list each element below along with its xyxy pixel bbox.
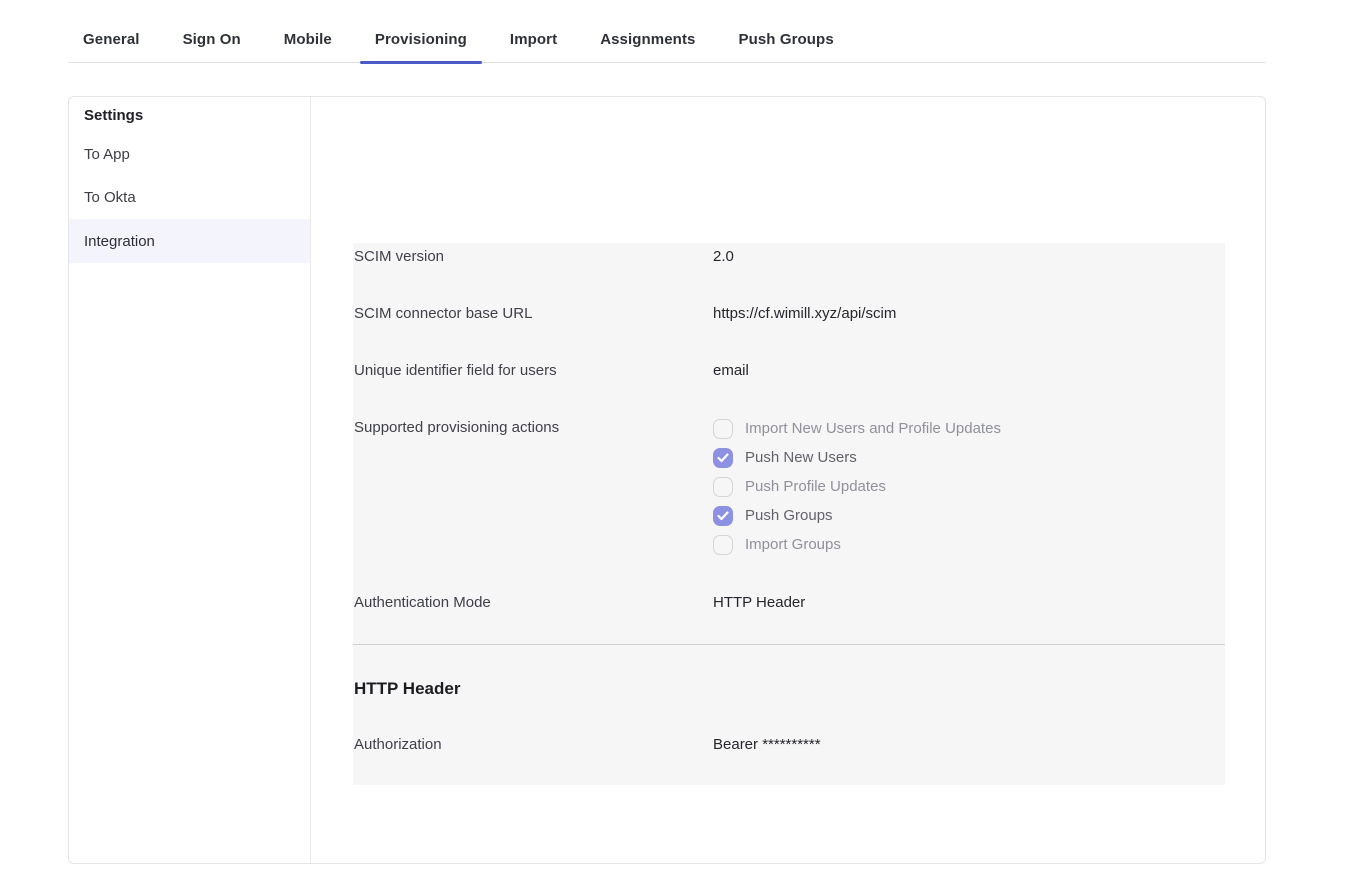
field-value: Bearer **********: [713, 736, 821, 753]
checkbox-push-profile-updates[interactable]: [713, 477, 733, 497]
field-label: Authentication Mode: [354, 594, 491, 611]
tab-push-groups[interactable]: Push Groups: [738, 31, 834, 48]
sidebar-item-to-okta[interactable]: To Okta: [84, 189, 136, 206]
provisioning-settings-card: [68, 96, 1266, 864]
field-label: Authorization: [354, 736, 442, 753]
checkbox-import-groups[interactable]: [713, 535, 733, 555]
tab-import[interactable]: Import: [509, 31, 558, 48]
tab-sign-on[interactable]: Sign On: [182, 31, 241, 48]
option-label: Push Groups: [745, 507, 833, 524]
field-label: SCIM connector base URL: [354, 305, 533, 322]
section-divider: [353, 644, 1225, 645]
option-label: Push Profile Updates: [745, 478, 886, 495]
settings-sidebar: [69, 97, 311, 863]
scim-connection-details: [353, 243, 1225, 785]
field-scim-base-url: [353, 305, 1225, 323]
field-label: Supported provisioning actions: [354, 419, 560, 436]
checkbox-import-new-users[interactable]: [713, 419, 733, 439]
field-unique-identifier: [353, 362, 1225, 380]
field-label: Unique identifier field for users: [354, 362, 557, 379]
checkmark-icon: [717, 453, 729, 463]
checkbox-push-new-users[interactable]: [713, 448, 733, 468]
field-label: SCIM version: [354, 248, 445, 265]
field-scim-version: [353, 248, 1225, 266]
tab-mobile[interactable]: Mobile: [283, 31, 332, 48]
provisioning-options: [713, 414, 1001, 559]
field-value: email: [713, 362, 749, 379]
field-value: HTTP Header: [713, 594, 806, 611]
integration-panel: [311, 97, 1265, 863]
tab-provisioning[interactable]: Provisioning: [360, 16, 482, 63]
sidebar-header-settings: Settings: [84, 106, 144, 124]
option-push-profile-updates[interactable]: [713, 472, 1001, 501]
sidebar-item-integration[interactable]: Integration: [69, 219, 310, 263]
http-header-section-title: HTTP Header: [354, 679, 461, 698]
option-import-groups[interactable]: [713, 530, 1001, 559]
option-push-new-users[interactable]: [713, 443, 1001, 472]
option-push-groups[interactable]: [713, 501, 1001, 530]
field-authentication-mode: [353, 594, 1225, 612]
checkmark-icon: [717, 511, 729, 521]
field-authorization: [353, 736, 1225, 754]
field-value: https://cf.wimill.xyz/api/scim: [713, 305, 897, 322]
field-provisioning-actions: [353, 414, 1225, 559]
option-label: Import Groups: [745, 536, 841, 553]
tab-general[interactable]: General: [83, 31, 140, 48]
option-import-new-users[interactable]: [713, 414, 1001, 443]
option-label: Push New Users: [745, 449, 857, 466]
tab-assignments[interactable]: Assignments: [600, 31, 696, 48]
option-label: Import New Users and Profile Updates: [745, 420, 1001, 437]
sidebar-item-to-app[interactable]: To App: [84, 146, 130, 163]
checkbox-push-groups[interactable]: [713, 506, 733, 526]
field-value: 2.0: [713, 248, 734, 265]
app-tab-bar: [68, 16, 1266, 63]
